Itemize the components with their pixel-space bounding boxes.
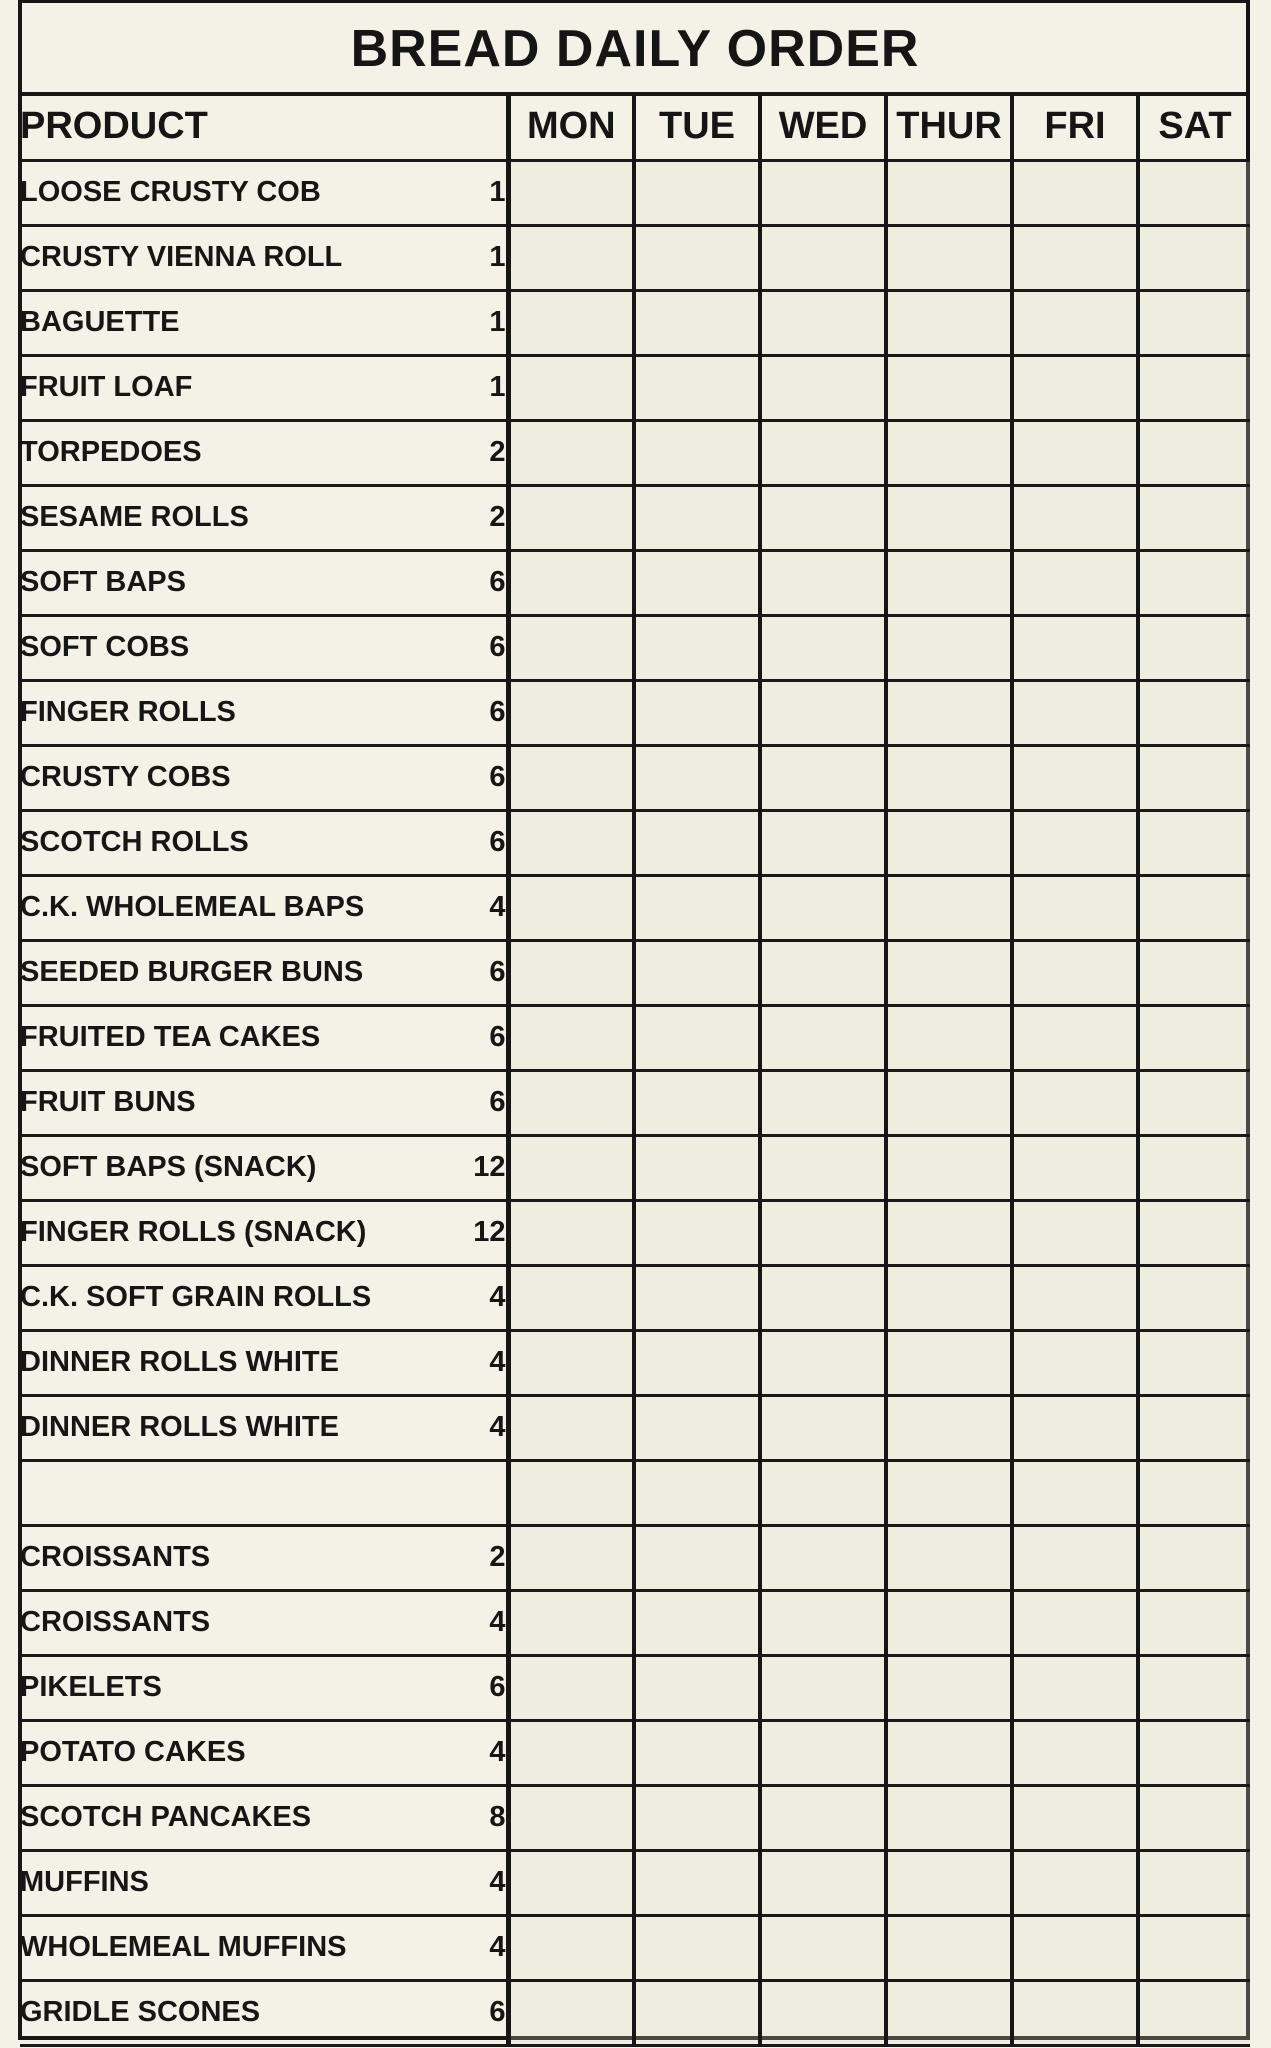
order-cell-mon[interactable] [508,615,634,680]
order-cell-thur[interactable] [886,355,1012,420]
order-cell-mon[interactable] [508,1460,634,1525]
product-quantity: 6 [430,1070,508,1135]
order-cell-wed[interactable] [760,355,886,420]
order-cell-fri[interactable] [1012,1525,1138,1590]
order-cell-mon[interactable] [508,1525,634,1590]
table-row [20,940,1250,1005]
order-cell-tue[interactable] [634,1330,760,1395]
order-cell-mon[interactable] [508,485,634,550]
order-cell-thur[interactable] [886,745,1012,810]
order-cell-fri[interactable] [1012,1265,1138,1330]
order-cell-tue[interactable] [634,1655,760,1720]
order-cell-tue[interactable] [634,1525,760,1590]
product-name [20,1460,430,1525]
order-cell-wed[interactable] [760,1590,886,1655]
order-cell-fri[interactable] [1012,1655,1138,1720]
table-row [20,1265,1250,1330]
table-row [20,1460,1250,1525]
header-sat: SAT [1138,94,1250,160]
order-cell-thur[interactable] [886,875,1012,940]
title-bar [20,0,1250,96]
order-cell-mon[interactable] [508,745,634,810]
table-row [20,160,1250,225]
order-cell-tue[interactable] [634,1720,760,1785]
product-name: SCOTCH ROLLS [20,810,430,875]
order-cell-tue[interactable] [634,875,760,940]
product-name: WHOLEMEAL MUFFINS [20,1915,430,1980]
product-quantity: 1 [430,290,508,355]
product-name: DINNER ROLLS WHITE [20,1395,430,1460]
product-quantity: 1 [430,355,508,420]
order-cell-wed[interactable] [760,1655,886,1720]
order-cell-tue[interactable] [634,160,760,225]
order-cell-fri[interactable] [1012,1005,1138,1070]
order-cell-wed[interactable] [760,1395,886,1460]
header-wed: WED [760,94,886,160]
product-name: POTATO CAKES [20,1720,430,1785]
order-cell-mon[interactable] [508,1070,634,1135]
product-name: SCOTCH PANCAKES [20,1785,430,1850]
product-quantity: 1 [430,160,508,225]
product-quantity: 6 [430,1980,508,2045]
product-quantity: 6 [430,550,508,615]
order-cell-wed[interactable] [760,875,886,940]
order-cell-mon[interactable] [508,1200,634,1265]
product-quantity: 4 [430,1915,508,1980]
product-quantity: 6 [430,680,508,745]
order-cell-mon[interactable] [508,1720,634,1785]
product-quantity: 12 [430,1200,508,1265]
table-row [20,1655,1250,1720]
product-name: FRUITED TEA CAKES [20,1005,430,1070]
order-cell-sat[interactable] [1138,1330,1250,1395]
order-cell-tue[interactable] [634,1980,760,2045]
table-row [20,745,1250,810]
product-quantity: 2 [430,1525,508,1590]
product-name: BAGUETTE [20,290,430,355]
product-quantity: 6 [430,1005,508,1070]
order-cell-sat[interactable] [1138,615,1250,680]
product-quantity: 1 [430,225,508,290]
order-cell-mon[interactable] [508,940,634,1005]
order-cell-thur[interactable] [886,680,1012,745]
order-cell-fri[interactable] [1012,1980,1138,2045]
order-cell-thur[interactable] [886,1460,1012,1525]
product-name: TORPEDOES [20,420,430,485]
order-cell-fri[interactable] [1012,160,1138,225]
product-name: SOFT BAPS [20,550,430,615]
table-row [20,810,1250,875]
order-cell-mon[interactable] [508,810,634,875]
order-cell-sat[interactable] [1138,1005,1250,1070]
order-cell-fri[interactable] [1012,1785,1138,1850]
order-cell-fri[interactable] [1012,1915,1138,1980]
order-cell-sat[interactable] [1138,875,1250,940]
header-product: PRODUCT [20,94,508,160]
order-cell-thur[interactable] [886,1590,1012,1655]
order-cell-sat[interactable] [1138,420,1250,485]
order-cell-tue[interactable] [634,1135,760,1200]
order-cell-sat[interactable] [1138,1460,1250,1525]
order-cell-tue[interactable] [634,1005,760,1070]
product-name: SOFT BAPS (SNACK) [20,1135,430,1200]
order-cell-wed[interactable] [760,420,886,485]
product-quantity: 6 [430,810,508,875]
order-cell-sat[interactable] [1138,1655,1250,1720]
table-row [20,1005,1250,1070]
order-cell-wed[interactable] [760,1070,886,1135]
table-row [20,485,1250,550]
order-cell-thur[interactable] [886,1070,1012,1135]
order-cell-mon[interactable] [508,1655,634,1720]
product-name: CRUSTY VIENNA ROLL [20,225,430,290]
product-quantity: 6 [430,1655,508,1720]
order-cell-wed[interactable] [760,615,886,680]
product-name: MUFFINS [20,1850,430,1915]
order-cell-sat[interactable] [1138,355,1250,420]
order-cell-thur[interactable] [886,1265,1012,1330]
order-cell-fri[interactable] [1012,1330,1138,1395]
order-cell-thur[interactable] [886,1915,1012,1980]
table-row [20,1395,1250,1460]
order-cell-tue[interactable] [634,1070,760,1135]
table-row [20,355,1250,420]
order-cell-wed[interactable] [760,1005,886,1070]
order-cell-wed[interactable] [760,1915,886,1980]
order-cell-fri[interactable] [1012,1395,1138,1460]
order-cell-mon[interactable] [508,1785,634,1850]
order-cell-fri[interactable] [1012,810,1138,875]
product-name: FRUIT LOAF [20,355,430,420]
order-cell-thur[interactable] [886,1330,1012,1395]
order-cell-wed[interactable] [760,1850,886,1915]
page-title: BREAD DAILY ORDER [350,20,920,78]
order-cell-mon[interactable] [508,1980,634,2045]
order-cell-mon[interactable] [508,1330,634,1395]
order-cell-thur[interactable] [886,1135,1012,1200]
order-cell-sat[interactable] [1138,1200,1250,1265]
order-cell-thur[interactable] [886,1980,1012,2045]
order-cell-wed[interactable] [760,810,886,875]
order-cell-fri[interactable] [1012,680,1138,745]
order-cell-mon[interactable] [508,355,634,420]
table-row [20,1915,1250,1980]
order-cell-mon[interactable] [508,1395,634,1460]
order-cell-sat[interactable] [1138,810,1250,875]
header-thur: THUR [886,94,1012,160]
order-cell-tue[interactable] [634,1785,760,1850]
product-name: PIKELETS [20,1655,430,1720]
product-name: FINGER ROLLS (SNACK) [20,1200,430,1265]
product-name: LOOSE CRUSTY COB [20,160,430,225]
order-cell-mon[interactable] [508,290,634,355]
order-cell-tue[interactable] [634,940,760,1005]
table-row [20,1135,1250,1200]
order-cell-wed[interactable] [760,680,886,745]
order-cell-sat[interactable] [1138,1720,1250,1785]
order-cell-thur[interactable] [886,1525,1012,1590]
order-cell-sat[interactable] [1138,1265,1250,1330]
order-cell-thur[interactable] [886,1785,1012,1850]
order-cell-tue[interactable] [634,1395,760,1460]
order-cell-sat[interactable] [1138,485,1250,550]
order-cell-thur[interactable] [886,290,1012,355]
order-cell-fri[interactable] [1012,1850,1138,1915]
order-cell-sat[interactable] [1138,1135,1250,1200]
table-row [20,1200,1250,1265]
order-cell-tue[interactable] [634,1590,760,1655]
order-cell-mon[interactable] [508,1590,634,1655]
product-quantity: 6 [430,940,508,1005]
product-quantity: 8 [430,1785,508,1850]
order-cell-tue[interactable] [634,1915,760,1980]
header-fri: FRI [1012,94,1138,160]
order-cell-thur[interactable] [886,1655,1012,1720]
order-cell-wed[interactable] [760,1720,886,1785]
order-cell-sat[interactable] [1138,550,1250,615]
product-quantity: 2 [430,420,508,485]
order-cell-tue[interactable] [634,1850,760,1915]
order-cell-sat[interactable] [1138,1980,1250,2045]
order-cell-sat[interactable] [1138,1915,1250,1980]
order-cell-wed[interactable] [760,1330,886,1395]
order-cell-wed[interactable] [760,745,886,810]
product-quantity: 4 [430,1850,508,1915]
product-quantity: 4 [430,875,508,940]
order-cell-fri[interactable] [1012,420,1138,485]
product-quantity: 6 [430,615,508,680]
product-quantity: 4 [430,1590,508,1655]
order-cell-fri[interactable] [1012,355,1138,420]
product-name: SEEDED BURGER BUNS [20,940,430,1005]
order-cell-tue[interactable] [634,485,760,550]
order-cell-thur[interactable] [886,1720,1012,1785]
order-cell-fri[interactable] [1012,615,1138,680]
order-cell-thur[interactable] [886,940,1012,1005]
order-cell-tue[interactable] [634,1200,760,1265]
product-quantity: 4 [430,1395,508,1460]
product-quantity: 4 [430,1720,508,1785]
product-name: C.K. SOFT GRAIN ROLLS [20,1265,430,1330]
table-row [20,1785,1250,1850]
order-cell-mon[interactable] [508,225,634,290]
order-cell-sat[interactable] [1138,225,1250,290]
order-cell-mon[interactable] [508,1850,634,1915]
product-name: CROISSANTS [20,1590,430,1655]
table-row [20,615,1250,680]
order-cell-thur[interactable] [886,1850,1012,1915]
order-cell-wed[interactable] [760,160,886,225]
order-cell-thur[interactable] [886,1005,1012,1070]
table-row [20,1330,1250,1395]
header-row [20,94,1250,160]
order-cell-wed[interactable] [760,225,886,290]
order-cell-wed[interactable] [760,1785,886,1850]
order-cell-sat[interactable] [1138,160,1250,225]
order-cell-sat[interactable] [1138,940,1250,1005]
order-cell-fri[interactable] [1012,485,1138,550]
order-cell-thur[interactable] [886,615,1012,680]
order-cell-tue[interactable] [634,225,760,290]
order-cell-mon[interactable] [508,680,634,745]
order-cell-thur[interactable] [886,810,1012,875]
table-row [20,875,1250,940]
order-cell-fri[interactable] [1012,1070,1138,1135]
order-cell-mon[interactable] [508,420,634,485]
product-name: SOFT COBS [20,615,430,680]
product-name: FRUIT BUNS [20,1070,430,1135]
order-cell-thur[interactable] [886,1200,1012,1265]
order-cell-mon[interactable] [508,160,634,225]
product-name: GRIDLE SCONES [20,1980,430,2045]
order-cell-sat[interactable] [1138,1525,1250,1590]
product-name: CROISSANTS [20,1525,430,1590]
header-mon: MON [508,94,634,160]
order-cell-mon[interactable] [508,1915,634,1980]
order-cell-fri[interactable] [1012,1135,1138,1200]
table-row [20,420,1250,485]
product-quantity [430,1460,508,1525]
order-cell-tue[interactable] [634,355,760,420]
table-row [20,1980,1250,2045]
order-cell-tue[interactable] [634,615,760,680]
table-row [20,680,1250,745]
order-cell-wed[interactable] [760,1135,886,1200]
order-cell-wed[interactable] [760,290,886,355]
order-cell-sat[interactable] [1138,1590,1250,1655]
order-cell-mon[interactable] [508,1135,634,1200]
order-cell-thur[interactable] [886,225,1012,290]
product-name: CRUSTY COBS [20,745,430,810]
order-cell-wed[interactable] [760,1200,886,1265]
order-cell-thur[interactable] [886,160,1012,225]
product-name: DINNER ROLLS WHITE [20,1330,430,1395]
product-quantity: 2 [430,485,508,550]
order-cell-mon[interactable] [508,1265,634,1330]
order-cell-mon[interactable] [508,550,634,615]
table-row [20,290,1250,355]
order-cell-fri[interactable] [1012,940,1138,1005]
order-cell-fri[interactable] [1012,1200,1138,1265]
table-row [20,1850,1250,1915]
table-row [20,225,1250,290]
order-cell-sat[interactable] [1138,1850,1250,1915]
order-cell-wed[interactable] [760,1525,886,1590]
order-cell-wed[interactable] [760,550,886,615]
product-quantity: 4 [430,1330,508,1395]
product-quantity: 4 [430,1265,508,1330]
table-row [20,1590,1250,1655]
product-name: SESAME ROLLS [20,485,430,550]
order-cell-fri[interactable] [1012,550,1138,615]
table-row [20,1720,1250,1785]
order-cell-fri[interactable] [1012,290,1138,355]
order-cell-tue[interactable] [634,1460,760,1525]
product-name: FINGER ROLLS [20,680,430,745]
order-cell-mon[interactable] [508,1005,634,1070]
order-cell-tue[interactable] [634,420,760,485]
order-cell-sat[interactable] [1138,1070,1250,1135]
order-cell-tue[interactable] [634,810,760,875]
product-quantity: 6 [430,745,508,810]
table-row [20,550,1250,615]
order-cell-sat[interactable] [1138,290,1250,355]
order-cell-wed[interactable] [760,940,886,1005]
order-cell-wed[interactable] [760,485,886,550]
order-cell-wed[interactable] [760,1265,886,1330]
order-cell-tue[interactable] [634,1265,760,1330]
order-cell-wed[interactable] [760,1460,886,1525]
order-cell-thur[interactable] [886,485,1012,550]
order-cell-tue[interactable] [634,745,760,810]
order-cell-tue[interactable] [634,290,760,355]
order-cell-thur[interactable] [886,420,1012,485]
order-table [20,94,1250,2047]
order-cell-wed[interactable] [760,1980,886,2045]
order-cell-sat[interactable] [1138,745,1250,810]
table-row [20,1525,1250,1590]
order-cell-fri[interactable] [1012,1720,1138,1785]
product-name: C.K. WHOLEMEAL BAPS [20,875,430,940]
order-cell-sat[interactable] [1138,1785,1250,1850]
order-cell-sat[interactable] [1138,1395,1250,1460]
header-tue: TUE [634,94,760,160]
order-cell-fri[interactable] [1012,1590,1138,1655]
order-cell-thur[interactable] [886,1395,1012,1460]
product-quantity: 12 [430,1135,508,1200]
order-cell-fri[interactable] [1012,225,1138,290]
order-cell-fri[interactable] [1012,875,1138,940]
table-row [20,1070,1250,1135]
order-cell-fri[interactable] [1012,1460,1138,1525]
order-cell-tue[interactable] [634,680,760,745]
order-cell-sat[interactable] [1138,680,1250,745]
order-cell-fri[interactable] [1012,745,1138,810]
order-cell-tue[interactable] [634,550,760,615]
order-cell-mon[interactable] [508,875,634,940]
order-cell-thur[interactable] [886,550,1012,615]
